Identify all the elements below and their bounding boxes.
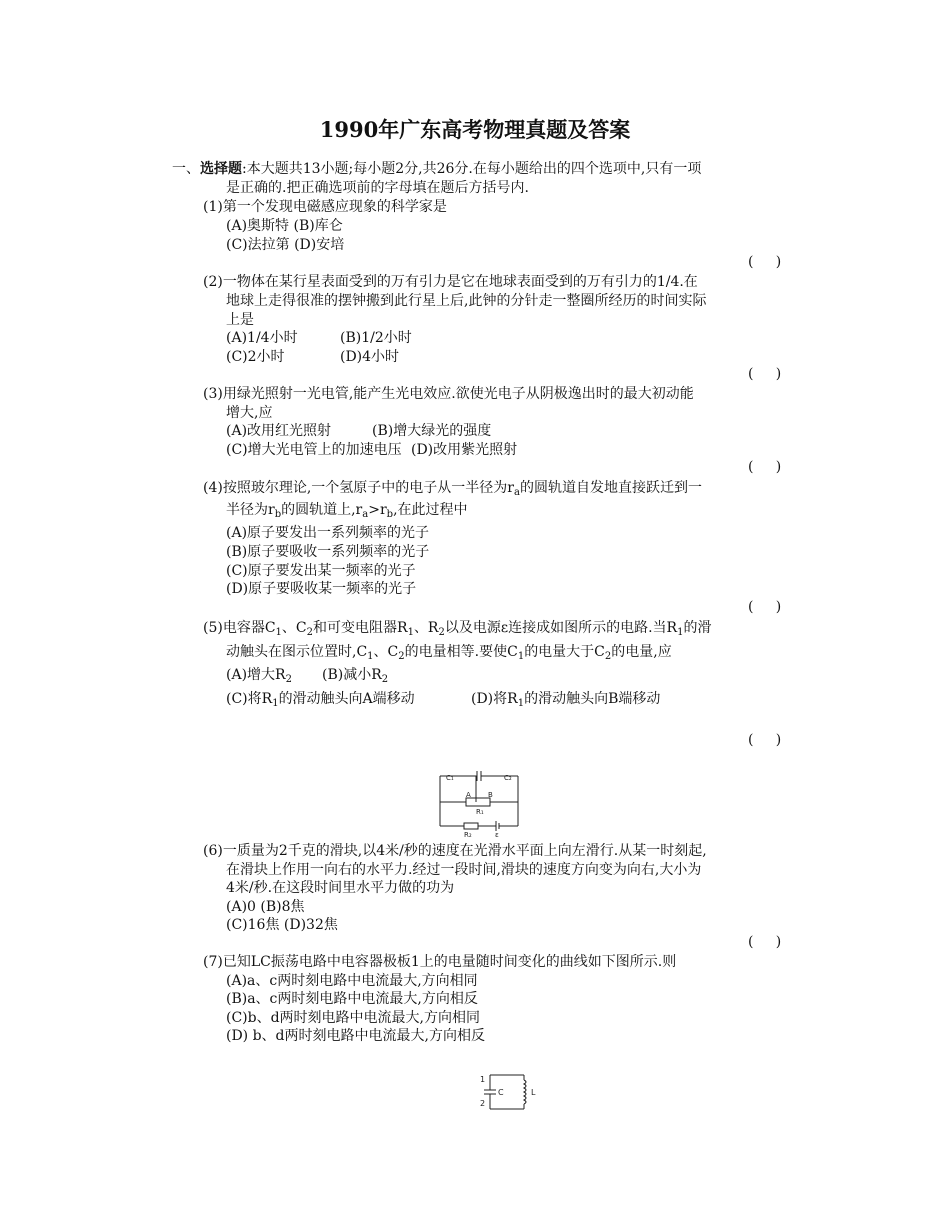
section-description-cont: 是正确的.把正确选项前的字母填在题后方括号内. — [226, 180, 529, 196]
question-4-option-d: (D)原子要吸收某一频率的光子 — [226, 581, 417, 597]
fig7-label-c: C — [498, 1088, 504, 1097]
question-3-answer-blank: ( ) — [748, 459, 782, 475]
question-2-stem: (2)一物体在某行星表面受到的万有引力是它在地球表面受到的万有引力的1/4.在 — [203, 274, 698, 290]
question-2-option-a: (A)1/4小时 — [226, 330, 298, 346]
fig5-label-e: ε — [495, 831, 499, 838]
fig5-label-c1: C₁ — [446, 774, 454, 782]
question-2-option-d: (D)4小时 — [340, 349, 400, 365]
section-description: :本大题共13小题;每小题2分,共26分.在每小题给出的四个选项中,只有一项 — [242, 161, 702, 177]
question-3-option-d: (D)改用紫光照射 — [411, 442, 518, 458]
question-2-stem-line3: 上是 — [226, 312, 254, 328]
fig7-label-plate2: 2 — [480, 1099, 486, 1108]
question-1-options-ab: (A)奥斯特 (B)库仑 — [226, 218, 343, 234]
question-5-option-c: (C)将$R_1$的滑动触头向A端移动 — [226, 691, 415, 709]
question-3-stem-line2: 增大,应 — [226, 405, 273, 421]
question-6-stem-line3: 4米/秒.在这段时间里水平力做的功为 — [226, 880, 455, 896]
question-7-option-d: (D) b、d两时刻电路中电流最大,方向相反 — [226, 1028, 485, 1044]
question-3-option-c: (C)增大光电管上的加速电压 — [226, 442, 402, 458]
question-2-option-b: (B)1/2小时 — [340, 330, 412, 346]
fig5-label-a: A — [466, 791, 471, 799]
question-5-option-a: (A)增大$R_2$ — [226, 667, 292, 685]
question-5-stem-line2: 动触头在图示位置时$,C_1$、$C_2$的电量相等.要使$C_1$的电量大于$C_2$的电量,应 — [226, 644, 672, 662]
fig5-label-r2: R₂ — [464, 831, 472, 838]
question-4-stem: (4)按照玻尔理论,一个氢原子中的电子从一半径为$r_a$的圆轨道自发地直接跃迁到一 — [203, 480, 702, 498]
fig5-label-c2: C₂ — [504, 774, 512, 782]
question-6-stem-line2: 在滑块上作用一向右的水平力.经过一段时间,滑块的速度方向变为向右,大小为 — [226, 862, 702, 878]
question-1-stem: (1)第一个发现电磁感应现象的科学家是 — [203, 199, 447, 215]
question-6-answer-blank: ( ) — [748, 934, 782, 950]
question-4-option-c: (C)原子要发出某一频率的光子 — [226, 563, 416, 579]
fig5-label-b: B — [488, 791, 493, 799]
question-2-stem-line2: 地球上走得很准的摆钟搬到此行星上后,此钟的分针走一整圈所经历的时间实际 — [226, 293, 707, 309]
fig7-label-plate1: 1 — [480, 1075, 486, 1084]
question-4-option-a: (A)原子要发出一系列频率的光子 — [226, 525, 430, 541]
question-1-answer-blank: ( ) — [748, 254, 782, 270]
question-5-answer-blank: ( ) — [748, 732, 782, 748]
question-7-stem: (7)已知LC振荡电路中电容器极板1上的电量随时间变化的曲线如下图所示.则 — [203, 954, 677, 970]
fig7-label-l: L — [531, 1088, 536, 1097]
question-7-lc-circuit-diagram — [478, 1072, 542, 1112]
question-2-answer-blank: ( ) — [748, 366, 782, 382]
page-title: 1990年广东高考物理真题及答案 — [319, 117, 631, 142]
question-7-option-b: (B)a、c两时刻电路中电流最大,方向相反 — [226, 991, 478, 1007]
section-number: 一、 — [172, 161, 200, 177]
question-3-stem: (3)用绿光照射一光电管,能产生光电效应.欲使光电子从阴极逸出时的最大初动能 — [203, 386, 694, 402]
question-2-option-c: (C)2小时 — [226, 349, 285, 365]
question-4-option-b: (B)原子要吸收一系列频率的光子 — [226, 544, 430, 560]
question-4-stem-line2: 半径为$r_b$的圆轨道上$,r_a>r_b$,在此过程中 — [226, 502, 468, 520]
question-5-option-d: (D)将$R_1$的滑动触头向B端移动 — [471, 691, 661, 709]
question-3-option-a: (A)改用红光照射 — [226, 423, 332, 439]
section-header — [172, 160, 701, 179]
question-7-option-a: (A)a、c两时刻电路中电流最大,方向相同 — [226, 973, 478, 989]
question-6-stem: (6)一质量为2千克的滑块,以4米/秒的速度在光滑水平面上向左滑行.从某一时刻起, — [203, 843, 707, 859]
section-name: 选择题 — [200, 161, 242, 177]
question-5-stem: (5)电容器$C_1$、$C_2$和可变电阻器$R_1$、$R_2$以及电源ε连接成如图所示的电路.当$R_1$的滑 — [203, 620, 712, 638]
question-7-option-c: (C)b、d两时刻电路中电流最大,方向相同 — [226, 1010, 481, 1026]
question-4-answer-blank: ( ) — [748, 599, 782, 615]
question-6-options-ab: (A)0 (B)8焦 — [226, 899, 305, 915]
fig5-label-r1: R₁ — [476, 808, 484, 816]
question-1-options-cd: (C)法拉第 (D)安培 — [226, 237, 345, 253]
question-3-option-b: (B)增大绿光的强度 — [372, 423, 492, 439]
question-5-option-b: (B)减小$R_2$ — [322, 667, 389, 685]
question-6-options-cd: (C)16焦 (D)32焦 — [226, 917, 338, 933]
question-5-circuit-diagram — [436, 766, 522, 838]
